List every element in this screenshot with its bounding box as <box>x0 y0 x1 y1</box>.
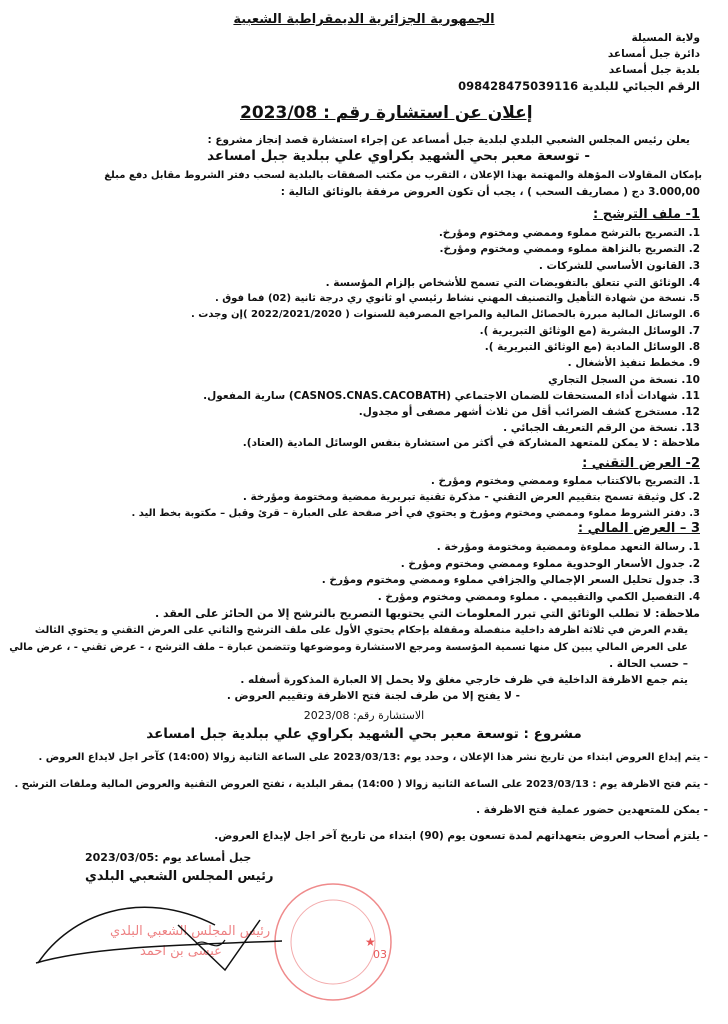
list-item: 3. القانون الأساسي للشركات . <box>538 260 700 272</box>
list-item: 7. الوسائل البشرية (مع الوثائق التبريرية ). <box>479 325 700 337</box>
list-item: 9. مخطط تنفيذ الأشغال . <box>567 357 700 369</box>
list-item: 11. شهادات أداء المستحقات للضمان الاجتماعي (CASNOS.CNAS.CACOBATH) سارية المفعول. <box>203 390 700 402</box>
list-item: 2. التصريح بالنزاهة مملوء وممضي ومختوم ومؤرخ. <box>439 243 700 255</box>
project-title: مشروع : توسعة معبر بحي الشهيد بكراوي علي ببلدية جبل امساعد <box>146 726 582 742</box>
list-item: 5. نسخة من شهادة التأهيل والتصنيف المهني نشاط رئيسي او ثانوي ري درجة ثانية (02) فما فوق . <box>214 293 700 304</box>
list-item: 12. مستخرج كشف الضرائب أقل من ثلاث أشهر مصفى أو مجدول. <box>358 406 700 418</box>
paragraph: يقدم العرض في ثلاثة اظرفة داخلية منفصلة ومقفلة بإحكام يحتوي الأول على ملف الترشح والثاني على العرض التقني و يحتوي الثالث <box>34 625 688 636</box>
signature <box>30 895 290 985</box>
signing-date: جبل أمساعد يوم :2023/03/05 <box>85 851 252 864</box>
section-heading: 2- العرض التقني : <box>582 456 700 471</box>
stamp-number: 03 <box>373 948 387 961</box>
intro-line: 3.000,00 دج ( مصاريف السحب ) ، يجب أن تكون العروض مرفقة بالوثائق التالية : <box>280 186 700 198</box>
term-item: - يلتزم أصحاب العروض بتعهداتهم لمدة تسعون يوم (90) ابتداء من تاريخ آخر اجل لإيداع العروض. <box>214 830 708 842</box>
paragraph: - لا يفتح إلا من طرف لجنة فتح الاظرفة وتقييم العروض . <box>226 690 520 702</box>
note: ملاحظة: لا تطلب الوثائق التي تبرر المعلومات التي يحتويها التصريح بالترشح إلا من الحائز على العقد . <box>155 607 700 620</box>
consultation-number: الاستشارة رقم: 2023/08 <box>303 709 425 722</box>
svg-text:★: ★ <box>365 935 376 949</box>
tax-id: الرقم الجبائي للبلدية 098428475039116 <box>458 79 700 93</box>
republic-header: الجمهورية الجزائرية الديمقراطية الشعبية <box>233 12 495 27</box>
wilaya: ولاية المسيلة <box>631 32 700 44</box>
intro-line: يعلن رئيس المجلس الشعبي البلدي لبلدية جبل أمساعد عن إجراء استشارة قصد إنجاز مشروع : <box>207 134 690 146</box>
term-item: - يتم إيداع العروض ابتداء من تاريخ نشر هذا الإعلان ، وحدد يوم :2023/03/13 على الساعة الثانية زوالا (14:00) كآخر اجل لايداع العروض . <box>38 752 708 763</box>
intro-project: - توسعة معبر بحي الشهيد بكراوي علي ببلدية جبل امساعد <box>207 148 590 164</box>
intro-line: بإمكان المقاولات المؤهلة والمهتمة بهذا الإعلان ، التقرب من مكتب الصفقات بالبلدية لسحب دفتر الشروط مقابل دفع مبلغ <box>104 170 702 181</box>
daira: دائرة جبل أمساعد <box>607 48 700 60</box>
baladiya: بلدية جبل أمساعد <box>608 64 700 76</box>
stamp-name-line1: رئيس المجلس الشعبي البلدي <box>110 924 271 939</box>
stamp-name-line2: عيسى بن احمد <box>140 944 222 959</box>
list-item: 2. جدول الأسعار الوحدوية مملوء وممضي ومختوم ومؤرخ . <box>400 558 700 570</box>
note: ملاحظة : لا يمكن للمتعهد المشاركة في أكثر من استشارة بنفس الوسائل المادية (العتاد). <box>242 437 700 449</box>
list-item: 2. كل وثيقة تسمح بتقييم العرض التقني - مذكرة تقنية تبريرية ممضية ومختومة ومؤرخة . <box>242 491 700 503</box>
page-title: إعلان عن استشارة رقم : 2023/08 <box>240 103 533 123</box>
list-item: 3. جدول تحليل السعر الإجمالي والجزافي مملوء وممضي ومختوم ومؤرخ . <box>321 574 700 586</box>
term-item: - يتم فتح الاظرفة يوم : 2023/03/13 على الساعة الثانية زوالا ( 14:00) بمقر البلدية ، تفتح العروض التقنية والعروض المالية وملفات الترشح . <box>14 779 708 790</box>
paragraph: – حسب الحالة . <box>609 658 688 670</box>
paragraph: على العرض المالي يبين كل منها تسمية المؤسسة ومرجع الاستشارة وموضوعها وتتضمن عبارة – ملف الترشح ، - عرض تقني - ، عرض مالي <box>9 642 688 653</box>
signatory-title: رئيس المجلس الشعبي البلدي <box>85 869 274 884</box>
list-item: 1. رسالة التعهد مملوءة وممضية ومختومة ومؤرخة . <box>436 541 700 553</box>
list-item: 4. التفصيل الكمي والتقييمي . مملوء وممضي ومختوم ومؤرخ . <box>377 591 700 603</box>
list-item: 6. الوسائل المالية مبررة بالحصائل المالية والمراجع المصرفية للسنوات ( 2022/2021/2020 )إن وجدت . <box>190 309 700 320</box>
list-item: 4. الوثائق التي تتعلق بالتفويضات التي تسمح للأشخاص بإلزام المؤسسة . <box>325 277 700 289</box>
section-heading: 3 – العرض المالي : <box>577 521 700 536</box>
section-heading: 1- ملف الترشح : <box>593 207 700 222</box>
list-item: 8. الوسائل المادية (مع الوثائق التبريرية ). <box>484 341 700 353</box>
list-item: 1. التصريح بالاكتتاب مملوء وممضي ومختوم ومؤرخ . <box>430 475 700 487</box>
paragraph: يتم جمع الاظرفة الداخلية في ظرف خارجي مغلق ولا يحمل إلا العبارة المذكورة أسفله . <box>240 674 688 686</box>
list-item: 13. نسخة من الرقم التعريف الجبائي . <box>503 422 700 434</box>
list-item: 10. نسخة من السجل التجاري <box>548 374 700 386</box>
list-item: 1. التصريح بالترشح مملوء وممضي ومختوم ومؤرخ. <box>438 227 700 239</box>
term-item: - يمكن للمتعهدين حضور عملية فتح الاظرفة . <box>476 804 708 816</box>
list-item: 3. دفتر الشروط مملوء وممضي ومختوم ومؤرخ و يحتوي في أخر صفحة على العبارة – قرئ وقبل – مكتوبة بخط اليد . <box>131 508 700 519</box>
